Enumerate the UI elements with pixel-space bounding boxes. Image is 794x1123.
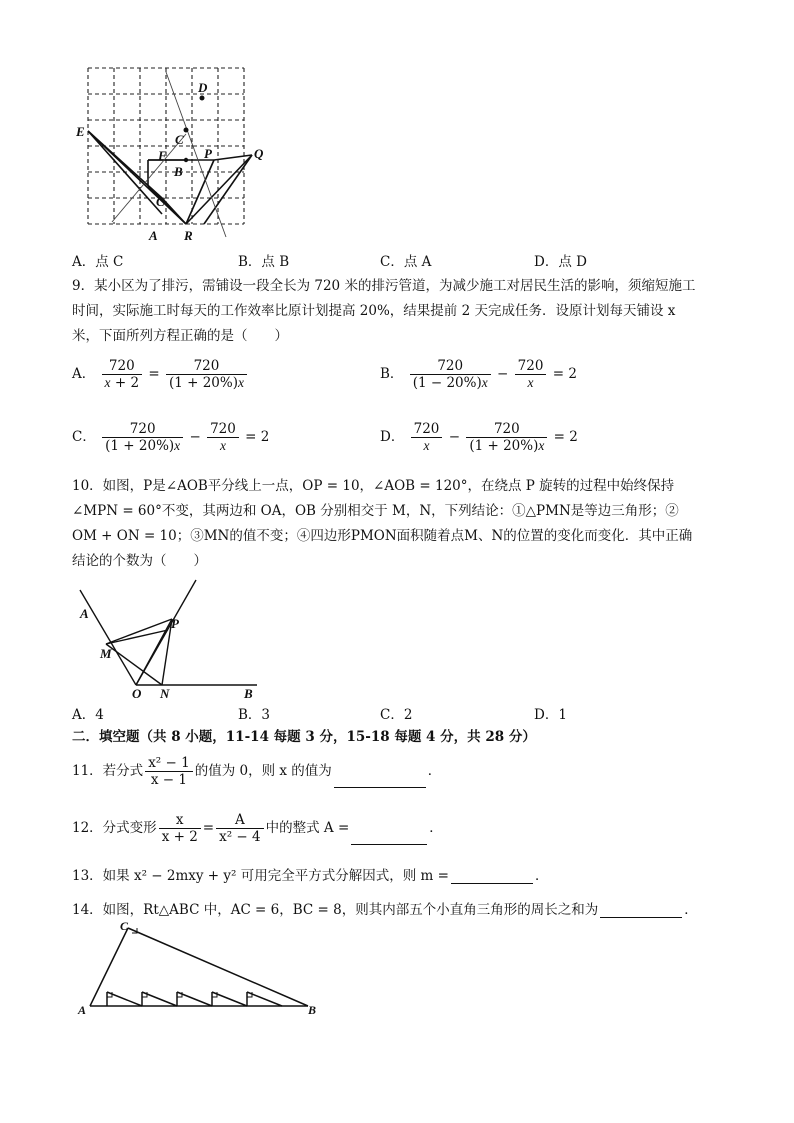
q9-option-c[interactable]: C． $\frac{720}{(1 + 20\%)x}$ − $\frac{720}{x}$ = 2 [72, 421, 270, 454]
q12-answer-blank[interactable] [351, 828, 427, 845]
q9-option-a[interactable]: A． $\frac{720}{x + 2}$ = $\frac{720}{(1 + 20\%)x}$ [72, 358, 249, 391]
q8-label-F: F [158, 148, 167, 163]
q13-answer-blank[interactable] [451, 867, 533, 884]
q14-triangle-figure [76, 918, 326, 1020]
q10-option-b[interactable]: B．3 [238, 707, 271, 723]
q14-answer-blank[interactable] [600, 901, 682, 918]
q10-label-P: P [171, 616, 179, 631]
q10-label-N: N [160, 686, 170, 701]
q10-text-line4: 结论的个数为（ ） [72, 553, 207, 569]
q8-grid-figure [76, 62, 276, 242]
q10-label-M: M [100, 646, 112, 661]
q8-option-a[interactable]: A．点 C [72, 254, 124, 270]
q8-label-Q: Q [254, 146, 264, 161]
q8-label-P: P [204, 146, 212, 161]
q8-label-A: A [149, 228, 158, 242]
q9-text-line2: 时间，实际施工时每天的工作效率比原计划提高 20%，结果提前 2 天完成任务．设原计划每天铺设 x [72, 303, 676, 319]
q8-label-D: D [198, 80, 208, 95]
q10-option-a[interactable]: A．4 [72, 707, 104, 723]
q10-option-c[interactable]: C．2 [380, 707, 413, 723]
q8-label-E: E [76, 124, 85, 139]
q8-label-B: B [174, 164, 183, 179]
q14-label-A: A [78, 1003, 87, 1017]
q8-option-c[interactable]: C．点 A [380, 254, 432, 270]
q9-option-d[interactable]: D． $\frac{720}{x}$ − $\frac{720}{(1 + 20\%)x}$ = 2 [380, 421, 578, 454]
q14-label-B: B [308, 1003, 317, 1017]
q8-label-R: R [184, 228, 193, 242]
q12: 12．分式变形 $\frac{x}{x + 2}$ = $\frac{A}{\text{x² − 4}}$ 中的整式 A = ． [72, 812, 443, 845]
q8-option-d[interactable]: D．点 D [534, 254, 587, 270]
q10-option-d[interactable]: D．1 [534, 707, 567, 723]
q9-text-line1: 9．某小区为了排污，需铺设一段全长为 720 米的排污管道，为减少施工对居民生活的影响，须缩短施工 [72, 278, 696, 294]
q11: 11．若分式 $\frac{\text{x² − 1}}{x - 1}$ 的值为 0，则 x 的值为 ． [72, 755, 442, 788]
q9-option-b[interactable]: B． $\frac{720}{(1 - 20\%)x}$ − $\frac{720}{x}$ = 2 [380, 358, 577, 391]
q14: 14．如图，Rt△ABC 中，AC = 6，BC = 8，则其内部五个小直角三角形的周长之和为 ． [72, 902, 698, 918]
section2-heading: 二．填空题（共 8 小题，11-14 每题 3 分，15-18 每题 4 分，共 28 分） [72, 729, 536, 745]
q10-label-B: B [244, 686, 253, 701]
q14-label-C: C [120, 919, 129, 933]
q10-label-A: A [80, 606, 89, 621]
q11-answer-blank[interactable] [334, 771, 426, 788]
q13: 13．如果 x² − 2mxy + y² 可用完全平方式分解因式，则 m = ． [72, 868, 549, 884]
q9-text-line3: 米，下面所列方程正确的是（ ） [72, 328, 288, 344]
q8-label-C-upper: C [175, 132, 184, 147]
q8-option-b[interactable]: B．点 B [238, 254, 290, 270]
q10-text-line3: OM + ON = 10；③MN的值不变；④四边形PMON面积随着点M、N的位置的变化而变化．其中正确 [72, 528, 693, 544]
q10-text-line1: 10．如图，P是∠AOB平分线上一点，OP = 10，∠AOB = 120°，在绕点 P 旋转的过程中始终保持 [72, 478, 675, 494]
q8-label-C-lower: C [156, 194, 165, 209]
q10-angle-figure [72, 572, 272, 702]
q10-text-line2: ∠MPN = 60°不变，其两边和 OA，OB 分别相交于 M，N，下列结论：①△PMN是等边三角形；② [72, 503, 679, 519]
q10-label-O: O [132, 686, 142, 701]
